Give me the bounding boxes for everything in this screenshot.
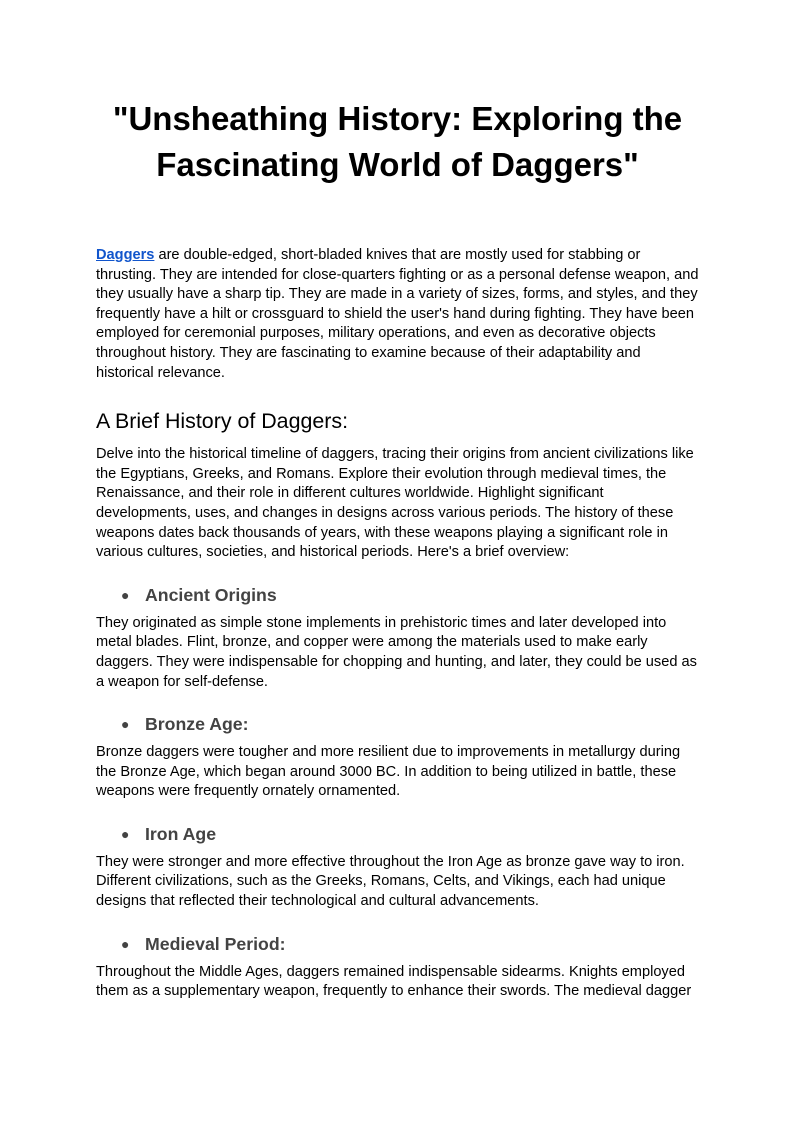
section-heading: A Brief History of Daggers:: [96, 409, 349, 434]
bullet-title: Medieval Period:: [145, 933, 286, 954]
bullet-paragraph: Throughout the Middle Ages, daggers remained indispensable sidearms. Knights employed them as a supplementary weapon, frequently to enhance their swords. The medieval dagger: [96, 963, 692, 1000]
intro-text: are double-edged, short-bladed knives that are mostly used for stabbing or thrusting. They are intended for close-quarters fighting or as a personal defense weapon, and they usually have a sharp tip. They are made in a variety of sizes, forms, and styles, and they frequently have a hilt or crossguard to shield the user's hand during fighting. They have been employed for ceremonial purposes, military operations, and even as decorative objects throughout history. They are fascinating to examine because of their adaptability and historical relevance.: [96, 247, 699, 381]
page-title: "Unsheathing History: Exploring the Fascinating World of Daggers": [112, 100, 683, 183]
bullet-heading-iron-age: [96, 822, 699, 847]
bullet-title: Ancient Origins: [145, 584, 277, 605]
bullet-icon: ●: [121, 716, 130, 733]
bullet-heading-ancient-origins: [96, 583, 699, 608]
bullet-paragraph: They originated as simple stone implements in prehistoric times and later developed into metal blades. Flint, bronze, and copper were among the materials used to make early daggers. They were indispensable for chopping and hunting, and later, they could be used as a weapon for self-defense.: [96, 614, 697, 690]
intro-paragraph: [96, 246, 699, 383]
bullet-icon: ●: [121, 825, 130, 842]
bullet-paragraph: Bronze daggers were tougher and more resilient due to improvements in metallurgy during the Bronze Age, which began around 3000 BC. In addition to being utilized in battle, these weapons were frequently ornately ornamented.: [96, 744, 681, 800]
bullet-icon: ●: [121, 586, 130, 603]
bullet-icon: ●: [121, 935, 130, 952]
bullet-title: Bronze Age:: [145, 714, 249, 735]
bullet-title: Iron Age: [145, 823, 217, 844]
bullet-heading-bronze-age: [96, 712, 699, 737]
bullet-heading-medieval-period: [96, 932, 699, 957]
daggers-link[interactable]: Daggers: [96, 247, 155, 263]
bullet-paragraph: They were stronger and more effective throughout the Iron Age as bronze gave way to iron. Different civilizations, such as the Greeks, Romans, Celts, and Vikings, each had unique designs that reflected their technological and cultural advancements.: [96, 853, 685, 910]
section-paragraph: Delve into the historical timeline of daggers, tracing their origins from ancient civilizations like the Egyptians, Greeks, and Romans. Explore their evolution through medieval times, the Renaissance, and their role in different cultures worldwide. Highlight significant developments, uses, and changes in designs across various periods. The history of these weapons dates back thousands of years, with these weapons playing a significant role in various cultures, societies, and historical periods. Here's a brief overview:: [96, 446, 694, 561]
